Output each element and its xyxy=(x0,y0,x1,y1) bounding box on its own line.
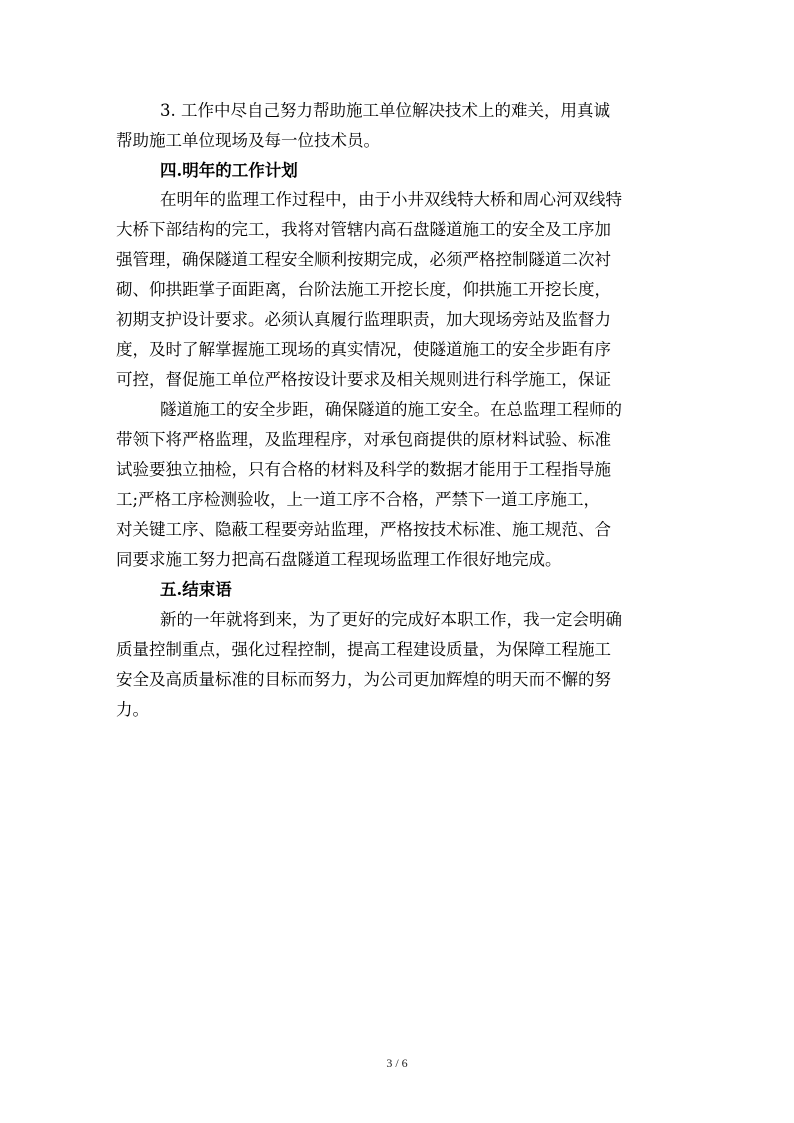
page-number: 3 / 6 xyxy=(386,1056,408,1070)
paragraph-line: 新的一年就将到来，为了更好的完成好本职工作，我一定会明确 xyxy=(160,610,622,629)
paragraph-line: 在明年的监理工作过程中，由于小井双线特大桥和周心河双线特 xyxy=(160,190,622,209)
paragraph-line: 带领下将严格监理，及监理程序，对承包商提供的原材料试验、标准 xyxy=(116,430,611,449)
paragraph-line: 度，及时了解掌握施工现场的真实情况，使隧道施工的安全步距有序 xyxy=(116,340,611,359)
section-heading: 四.明年的工作计划 xyxy=(160,161,298,180)
paragraph-line: 帮助施工单位现场及每一位技术员。 xyxy=(116,131,380,150)
paragraph-line: 同要求施工努力把高石盘隧道工程现场监理工作很好地完成。 xyxy=(116,550,562,569)
section-heading: 五.结束语 xyxy=(160,580,232,599)
paragraph-line: 对关键工序、隐蔽工程要旁站监理，严格按技术标准、施工规范、合 xyxy=(116,520,611,539)
paragraph-line: 安全及高质量标准的目标而努力，为公司更加辉煌的明天而不懈的努 xyxy=(116,670,611,689)
paragraph-line: 力。 xyxy=(116,700,149,719)
paragraph-line: 3. 工作中尽自己努力帮助施工单位解决技术上的难关，用真诚 xyxy=(160,101,610,120)
paragraph-line: 大桥下部结构的完工，我将对管辖内高石盘隧道施工的安全及工序加 xyxy=(116,220,611,239)
paragraph-line: 工;严格工序检测验收，上一道工序不合格，严禁下一道工序施工， xyxy=(116,490,601,509)
paragraph-line: 可控，督促施工单位严格按设计要求及相关规则进行科学施工，保证 xyxy=(116,370,611,389)
paragraph-line: 强管理，确保隧道工程安全顺利按期完成，必须严格控制隧道二次衬 xyxy=(116,250,611,269)
paragraph-line: 初期支护设计要求。必须认真履行监理职责，加大现场旁站及监督力 xyxy=(116,310,611,329)
paragraph-line: 试验要独立抽检，只有合格的材料及科学的数据才能用于工程指导施 xyxy=(116,460,611,479)
paragraph-line: 隧道施工的安全步距，确保隧道的施工安全。在总监理工程师的 xyxy=(160,400,622,419)
paragraph-line: 砌、仰拱距掌子面距离，台阶法施工开挖长度，仰拱施工开挖长度， xyxy=(116,280,611,299)
paragraph-line: 质量控制重点，强化过程控制，提高工程建设质量，为保障工程施工 xyxy=(116,640,611,659)
